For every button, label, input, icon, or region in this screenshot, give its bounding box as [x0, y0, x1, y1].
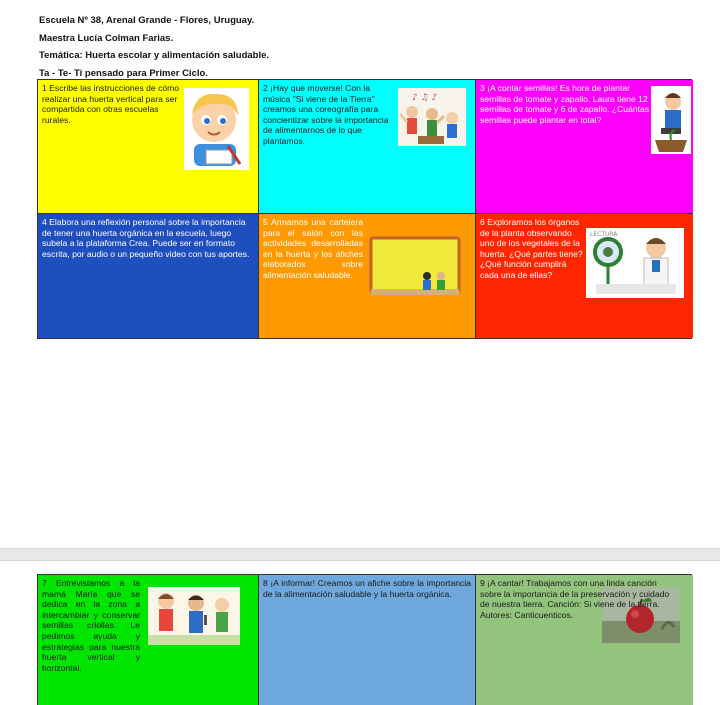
activity-text-2: 2 ¡Hay que moverse! Con la música "Si viene de la Tierra" creamos una coreografía para concientizar sobre la importancia de alimentarnos de lo que plantamos. [263, 83, 389, 146]
activity-text-8: 8 ¡A informar! Creamos un afiche sobre la importancia de la alimentación saludable y la huerta orgánica. [263, 578, 471, 599]
svg-text:♪ ♫ ♪: ♪ ♫ ♪ [412, 93, 438, 103]
activity-text-4: 4 Elabora una reflexión personal sobre la importancia de tener una huerta orgánica en la escuela, luego subela a la plataforma Crea. Puede ser en formato escrita, por audio o un pequeño video con tus aportes. [42, 217, 250, 259]
activity-text-5: 5 Armamos una cartelera para el salón con las actividades desarrolladas en la huerta y los afiches elaborados sobre alimentación saludable. [263, 217, 363, 280]
activity-text-1: 1 Escribe las instrucciones de cómo realizar una huerta vertical para ser compartida con otras escuelas rurales. [42, 83, 180, 125]
topic-line: Temática: Huerta escolar y alimentación saludable. [39, 50, 270, 61]
bulletin-board-icon [367, 236, 465, 298]
activity-cell-9 [476, 575, 693, 705]
activity-cell-2 [259, 80, 476, 214]
activity-text-6: 6 Exploramos los órganos de la planta observando uno de los vegetales de la huerta. ¿Qué partes tiene? ¿Qué función cumplirá cada una de ellas? [480, 217, 583, 280]
teacher-line: Maestra Lucía Colman Farias. [39, 32, 174, 44]
scientist-magnifier-icon [586, 228, 684, 298]
tic-tac-toe-grid-bottom [37, 574, 692, 705]
activity-text-9: 9 ¡A cantar! Trabajamos con una linda canción sobre la importancia de la preservación y cuidado de nuestra tierra. Canción: Si viene de la tierra. Autores: Canticuenticos. [480, 578, 670, 620]
svg-text:LECTURA: LECTURA [590, 231, 618, 238]
activity-cell-8 [259, 575, 476, 705]
activity-cell-4 [38, 214, 259, 338]
document-header [39, 12, 439, 82]
kids-interview-icon [148, 587, 240, 645]
activity-cell-7 [38, 575, 259, 705]
school-line: Escuela Nº 38, Arenal Grande - Flores, Uruguay. [39, 15, 255, 26]
activity-cell-5 [259, 214, 476, 338]
activity-text-7: 7 Entrevistamos a la mamá María que se dedica en la zona a intercambiar y conservar semillas criollas. Le pedimos ayuda y estrategias para nuestra huerta vertical y horizontal. [42, 578, 140, 673]
kids-dancing-icon [398, 88, 466, 146]
activity-cell-1 [38, 80, 259, 214]
game-title-line: Ta - Te- Ti pensado para Primer Ciclo. [39, 67, 208, 79]
activity-cell-3 [476, 80, 693, 214]
activity-cell-6 [476, 214, 693, 338]
activity-text-3: 3 ¡A contar semillas! Es hora de plantar semillas de tomate y zapallo. Laura tiene 12 semillas de tomate y 6 de zapallo. ¿Cuántas semillas puede plantar en total? [480, 83, 650, 125]
boy-writing-icon [184, 88, 249, 170]
document-page-2 [0, 561, 720, 705]
tic-tac-toe-grid-top [37, 79, 692, 339]
page-separator [0, 548, 720, 561]
